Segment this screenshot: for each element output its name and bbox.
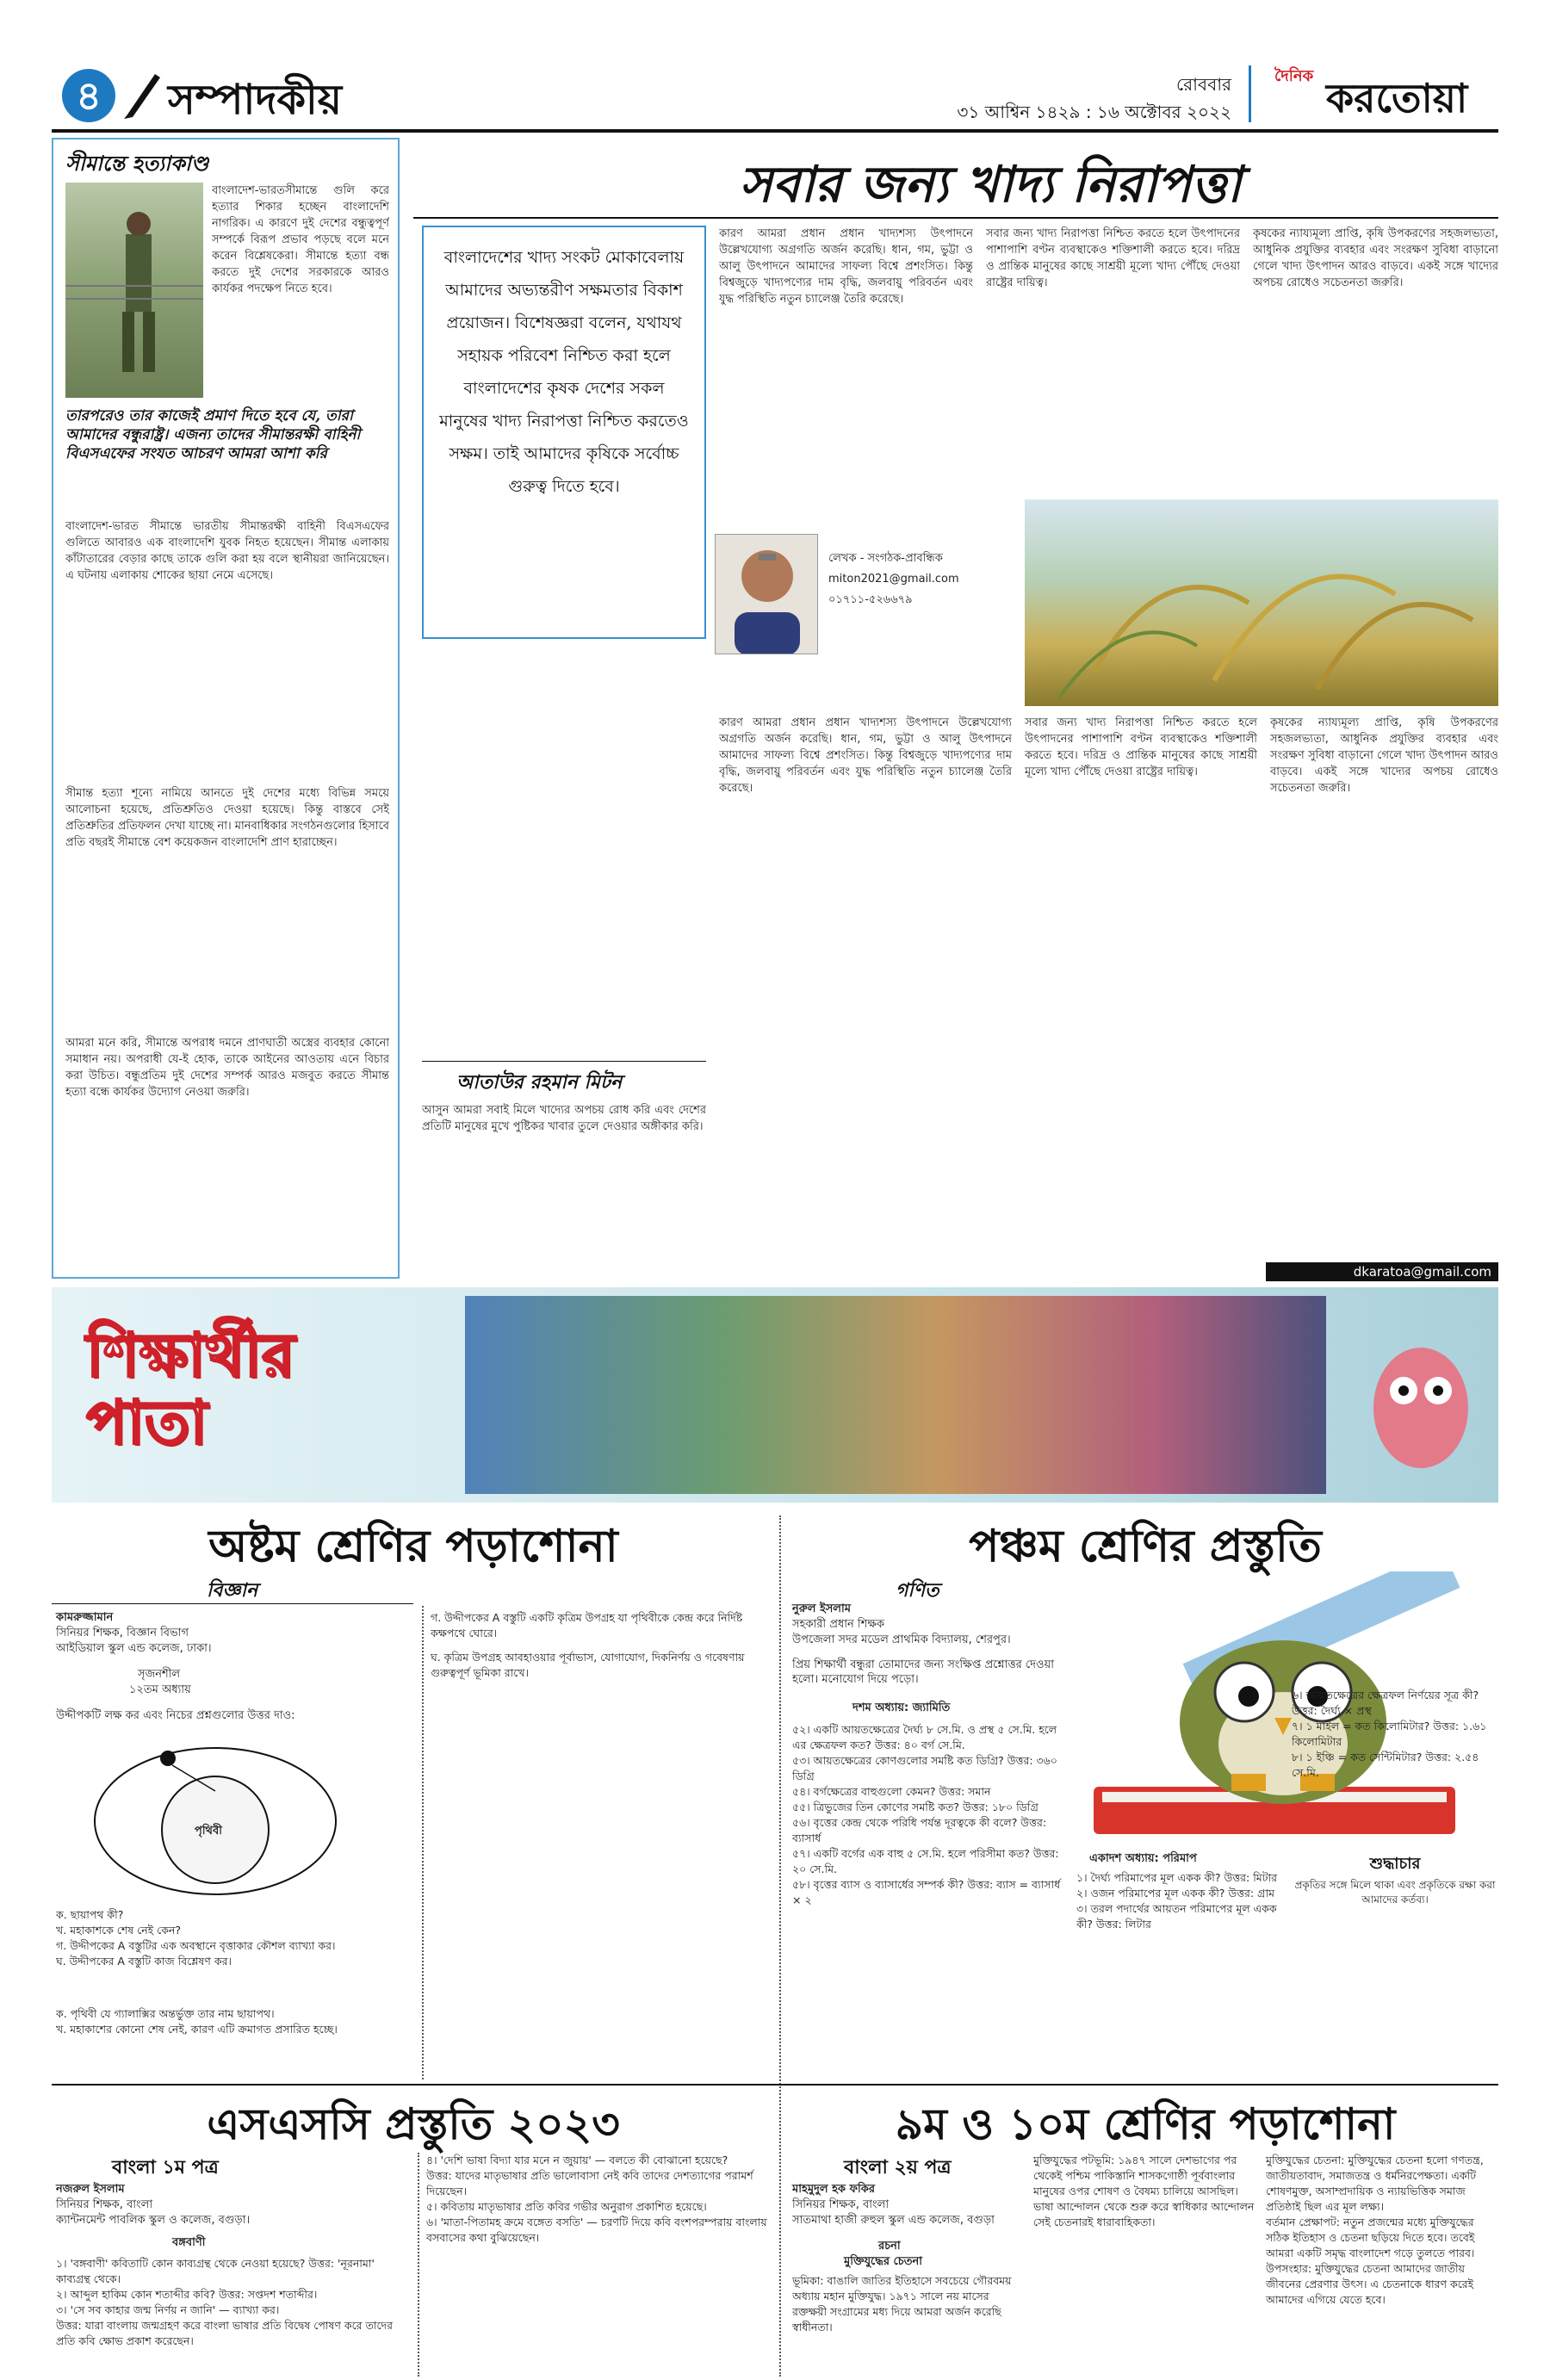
class9-title: ৯ম ও ১০ম শ্রেণির পড়াশোনা <box>895 2098 1396 2149</box>
class5-item: ৫৭। একটি বর্গের এক বাহু ৫ সে.মি. হলে পরিসীমা কত? উত্তর: ২০ সে.মি. <box>792 1847 1059 1875</box>
class8-question: ঘ. উদ্দীপকের A বস্তুটি কাজ বিশ্লেষণ কর। <box>56 1955 232 1968</box>
class9-subject: বাংলা ২য় পত্র <box>844 2156 952 2179</box>
class8-question: খ. মহাকাশকে শেষ নেই কেন? <box>56 1924 182 1937</box>
column-divider <box>418 2153 419 2377</box>
editorial-body-1: বাংলাদেশ-ভারত সীমান্তে ভারতীয় সীমান্তরক্ষী বাহিনী বিএসএফের গুলিতে আবারও এক বাংলাদেশি যুবক নিহত হয়েছেন। সীমান্ত এলাকায় কাঁটাতারের বেড়ার কাছে তাকে গুলি করা হয় বলে স্থানীয়রা জানিয়েছেন। এ ঘটনায় এলাকায় শোকের ছায়া নেমে এসেছে। <box>65 520 389 582</box>
class8-teacher-title: সিনিয়র শিক্ষক, বিজ্ঞান বিভাগ <box>56 1627 189 1639</box>
class5-unit: ৮। ১ ইঞ্চি = কত সেন্টিমিটার? উত্তর: ২.৫৪ সে.মি. <box>1292 1751 1479 1779</box>
student-banner <box>52 1287 1498 1503</box>
ssc-teacher-title: সিনিয়র শিক্ষক, বাংলা <box>56 2198 153 2211</box>
class5-item: ৫৮। বৃত্তের ব্যাস ও ব্যাসার্ধের সম্পর্ক কী? উত্তর: ব্যাস = ব্যাসার্ধ × ২ <box>792 1878 1061 1906</box>
date-line: ৩১ আশ্বিন ১৪২৯ : ১৬ অক্টোবর ২০২২ <box>957 102 1231 122</box>
feature-title-rule <box>413 217 1498 219</box>
feature-byline-rule <box>422 1061 706 1062</box>
ssc-title: এসএসসি প্রস্তুতি ২০২৩ <box>207 2098 620 2149</box>
page-header <box>52 60 1498 129</box>
class5-item: ৫৬। বৃত্তের কেন্দ্র থেকে পরিধি পর্যন্ত দূরত্বকে কী বলে? উত্তর: ব্যাসার্ধ <box>792 1816 1047 1844</box>
class8-questions <box>56 1907 418 2002</box>
class9-paragraph: বর্তমান প্রেক্ষাপট: নতুন প্রজন্মের মধ্যে মুক্তিযুদ্ধের সঠিক ইতিহাস ও চেতনা ছড়িয়ে দিতে হবে। তবেই আমরা একটি সমৃদ্ধ বাংলাদেশ গড়ে তুলতে পারব। <box>1266 2216 1475 2259</box>
class5-unit: ৬। আয়তক্ষেত্রের ক্ষেত্রফল নির্ণয়ের সূত্র কী? উত্তর: দৈর্ঘ্য × প্রস্থ <box>1292 1689 1479 1717</box>
class9-school: সাতমাথা হাজী রুহুল স্কুল এন্ড কলেজ, বগুড়া <box>792 2214 995 2227</box>
editorial-body-3: আমরা মনে করি, সীমান্তে অপরাধ দমনে প্রাণঘাতী অস্ত্রের ব্যবহার কোনো সমাধান নয়। অপরাধী যে-ই হোক, তাকে আইনের আওতায় এনে বিচার করা উচিত। বন্ধুপ্রতিম দুই দেশের সম্পর্ক আরও মজবুত করতে সীমান্ত হত্যা বন্ধে কার্যকর উদ্যোগ নেওয়া জরুরি। <box>65 1037 389 1099</box>
author-phone: ০১৭১১-৫২৬৬৭৯ <box>828 593 913 606</box>
masthead-divider <box>1249 65 1251 122</box>
feature-col-3: সবার জন্য খাদ্য নিরাপত্তা নিশ্চিত করতে হলে উৎপাদনের পাশাপাশি বণ্টন ব্যবস্থাকেও শক্তিশালী করতে হবে। দরিদ্র ও প্রান্তিক মানুষের কাছে সাশ্রয়ী মূল্যে খাদ্য পৌঁছে দেওয়া রাষ্ট্রের দায়িত্ব। <box>986 227 1240 289</box>
class5-item: ৫৩। আয়তক্ষেত্রের কোণগুলোর সমষ্টি কত ডিগ্রি? উত্তর: ৩৬০ ডিগ্রি <box>792 1754 1057 1782</box>
feature-body-lower-1: কারণ আমরা প্রধান প্রধান খাদ্যশস্য উৎপাদনে উল্লেখযোগ্য অগ্রগতি অর্জন করেছি। ধান, গম, ভুট্টা ও আলু উৎপাদনে আমাদের সাফল্য বিশ্বে প্রশংসিত। কিন্তু বিশ্বজুড়ে খাদ্যপণ্যের দাম বৃদ্ধি, জলবায়ু পরিবর্তন এবং যুদ্ধ পরিস্থিতি নতুন চ্যালেঞ্জ তৈরি করেছে। <box>719 716 1012 795</box>
shuddhachar-text: প্রকৃতির সঙ্গে মিলে থাকা এবং প্রকৃতিকে রক্ষা করা আমাদের কর্তব্য। <box>1294 1879 1496 1906</box>
class9-paragraph: উপসংহার: মুক্তিযুদ্ধের চেতনা আমাদের জাতীয় জীবনের প্রেরণার উৎস। এ চেতনাকে ধারণ করেই আমাদের এগিয়ে যেতে হবে। <box>1266 2262 1474 2306</box>
feature-body-lower-3: কৃষকের ন্যায্যমূল্য প্রাপ্তি, কৃষি উপকরণের সহজলভ্যতা, আধুনিক প্রযুক্তির ব্যবহার এবং সংরক্ষণ সুবিধা বাড়ানো গেলে খাদ্য উৎপাদন আরও বাড়বে। একই সঙ্গে খাদ্যের অপচয় রোধেও সচেতনতা জরুরি। <box>1270 716 1498 795</box>
class9-col-2: মুক্তিযুদ্ধের পটভূমি: ১৯৪৭ সালে দেশভাগের পর থেকেই পশ্চিম পাকিস্তানি শাসকগোষ্ঠী পূর্ববাংলার মানুষের ওপর শোষণ ও বৈষম্য চালিয়ে আসছিল। ভাষা আন্দোলন থেকে শুরু করে স্বাধিকার আন্দোলন সেই চেতনারই ধারাবাহিকতা। <box>1033 2154 1255 2228</box>
section-name: সম্পাদকীয় <box>168 76 343 124</box>
class5-items <box>792 1722 1068 1937</box>
pen-icon <box>121 67 164 119</box>
class5-unit: ৩। তরল পদার্থের আয়তন পরিমাপের মূল একক কী? উত্তর: লিটার <box>1076 1902 1277 1931</box>
editorial-lead: বাংলাদেশ-ভারতসীমান্তে গুলি করে হত্যার শিকার হচ্ছেন বাংলাদেশি নাগরিক। এ কারণে দুই দেশের বন্ধুত্বপূর্ণ সম্পর্কে বিরূপ প্রভাব পড়ছে বলে মনে করেন বিশ্লেষকেরা। সীমান্তে হত্যা বন্ধ করতে দুই দেশের সরকারকে আরও কার্যকর পদক্ষেপ নিতে হবে। <box>212 184 389 295</box>
class8-stem: উদ্দীপকটি লক্ষ কর এবং নিচের প্রশ্নগুলোর উত্তর দাও: <box>56 1709 295 1722</box>
class5-units-left <box>1076 1870 1283 2025</box>
ssc-line: ৪। 'দেশি ভাষা বিদ্যা যার মনে ন জুয়ায়' — বলতে কী বোঝানো হয়েছে? <box>426 2154 728 2166</box>
orbit-diagram <box>86 1739 344 1903</box>
class5-intro: প্রিয় শিক্ষার্থী বন্ধুরা তোমাদের জন্য সংক্ষিপ্ত প্রশ্নোত্তর দেওয়া হলো। মনোযোগ দিয়ে পড়ো। <box>792 1658 1055 1686</box>
author-email: miton2021@gmail.com <box>828 573 959 586</box>
class5-unit: ৭। ১ মাইল = কত কিলোমিটার? উত্তর: ১.৬১ কিলোমিটার <box>1292 1720 1487 1748</box>
header-rule <box>52 129 1498 133</box>
class9-teacher-title: সিনিয়র শিক্ষক, বাংলা <box>792 2198 890 2211</box>
class8-subject-rule <box>52 1603 413 1604</box>
editorial-box <box>52 138 400 1279</box>
class8-subject: বিজ্ঞান <box>207 1579 258 1602</box>
editorial-pullquote: তারপরেও তার কাজেই প্রমাণ দিতে হবে যে, তারা আমাদের বন্ধুরাষ্ট্র। এজন্য তাদের সীমান্তরক্ষী বাহিনী বিএসএফের সংযত আচরণ আমরা আশা করি <box>65 407 361 462</box>
shuddhachar-box <box>1292 1851 1498 1912</box>
feature-byline: আতাউর রহমান মিটন <box>456 1071 623 1094</box>
class5-item: ৫৫। ত্রিভুজের তিন কোণের সমষ্টি কত? উত্তর: ১৮০ ডিগ্রি <box>792 1800 1038 1813</box>
editorial-title: সীমান্তে হত্যাকাণ্ড <box>65 151 209 176</box>
class5-chapter: দশম অধ্যায়: জ্যামিতি <box>852 1701 951 1714</box>
ssc-line: ২। আব্দুল হাকিম কোন শতাব্দীর কবি? উত্তর: সপ্তদশ শতাব্দীর। <box>56 2288 318 2301</box>
class9-teacher: মাহমুদুল হক ফকির <box>792 2183 875 2196</box>
class5-unit: ১। দৈর্ঘ্য পরিমাপের মূল একক কী? উত্তর: মিটার <box>1076 1871 1278 1884</box>
ssc-school: ক্যান্টনমেন্ট পাবলিক স্কুল ও কলেজ, বগুড়া। <box>56 2214 251 2227</box>
owl-cartoon-icon <box>1361 1322 1481 1477</box>
class5-units-title: একাদশ অধ্যায়: পরিমাপ <box>1089 1852 1197 1865</box>
class8-answer: গ. উদ্দীপকের A বস্তুটি একটি কৃত্রিম উপগ্রহ যা পৃথিবীকে কেন্দ্র করে নির্দিষ্ট কক্ষপথে ঘোরে। <box>431 1611 743 1639</box>
class9-essay-title: মুক্তিযুদ্ধের চেতনা <box>844 2255 923 2268</box>
orbit-diagram-label: পৃথিবী <box>195 1825 222 1838</box>
feature-body-lower-2: সবার জন্য খাদ্য নিরাপত্তা নিশ্চিত করতে হলে উৎপাদনের পাশাপাশি বণ্টন ব্যবস্থাকেও শক্তিশালী করতে হবে। দরিদ্র ও প্রান্তিক মানুষের কাছে সাশ্রয়ী মূল্যে খাদ্য পৌঁছে দেওয়া রাষ্ট্রের দায়িত্ব। <box>1025 716 1257 778</box>
ssc-teacher: নজরুল ইসলাম <box>56 2183 125 2196</box>
class9-col-1: ভূমিকা: বাঙালি জাতির ইতিহাসে সবচেয়ে গৌরবময় অধ্যায় মহান মুক্তিযুদ্ধ। ১৯৭১ সালে নয় মাসের রক্তক্ষয়ী সংগ্রামের মধ্য দিয়ে আমরা অর্জন করেছি স্বাধীনতা। <box>792 2274 1012 2334</box>
class8-answer: ক. পৃথিবী যে গ্যালাক্সির অন্তর্ভুক্ত তার নাম ছায়াপথ। <box>56 2007 275 2020</box>
ssc-line: ৫। কবিতায় মাতৃভাষার প্রতি কবির গভীর অনুরাগ প্রকাশিত হয়েছে। <box>426 2200 707 2213</box>
class9-col-3 <box>1266 2153 1498 2377</box>
class9-paragraph: মুক্তিযুদ্ধের চেতনা: মুক্তিযুদ্ধের চেতনা হলো গণতন্ত্র, জাতীয়তাবাদ, সমাজতন্ত্র ও ধর্মনিরপেক্ষতা। একটি শোষণমুক্ত, অসাম্প্রদায়িক ও ন্যায়ভিত্তিক সমাজ প্রতিষ্ঠাই ছিল এর মূল লক্ষ্য। <box>1266 2154 1484 2213</box>
class8-teacher: কামরুজ্জামান <box>56 1611 114 1624</box>
class8-answers-right <box>431 1610 775 2084</box>
ssc-line: উত্তর: যাদের মাতৃভাষার প্রতি ভালোবাসা নেই কবি তাদের দেশত্যাগের পরামর্শ দিয়েছেন। <box>426 2169 753 2197</box>
rice-photo <box>1025 499 1498 706</box>
author-caption: লেখক - সংগঠক-প্রাবন্ধিক <box>828 552 943 565</box>
column-divider <box>422 1606 424 2079</box>
students-photo <box>465 1296 1326 1494</box>
feature-pullquote-box <box>422 226 706 639</box>
ssc-subject: বাংলা ১ম পত্র <box>112 2156 219 2179</box>
lower-rule <box>52 2084 1498 2086</box>
ssc-lines-left <box>56 2256 409 2377</box>
masthead: করতোয়া <box>1326 75 1468 121</box>
class5-item: ৫৪। বর্গক্ষেত্রের বাহুগুলো কেমন? উত্তর: সমান <box>792 1785 991 1798</box>
author-photo <box>715 534 818 654</box>
class5-title: পঞ্চম শ্রেণির প্রস্তুতি <box>969 1520 1322 1572</box>
feature-col-4: কৃষকের ন্যায্যমূল্য প্রাপ্তি, কৃষি উপকরণের সহজলভ্যতা, আধুনিক প্রযুক্তির ব্যবহার এবং সংরক্ষণ সুবিধা বাড়ানো গেলে খাদ্য উৎপাদন আরও বাড়বে। একই সঙ্গে খাদ্যের অপচয় রোধেও সচেতনতা জরুরি। <box>1253 227 1498 289</box>
ssc-line: ৬। 'মাতা-পিতামহ ক্রমে বঙ্গেত বসতি' — চরণটি দিয়ে কবি বংশপরম্পরায় বাংলায় বসবাসের কথা বুঝিয়েছেন। <box>426 2216 767 2244</box>
class5-subject: গণিত <box>896 1579 939 1602</box>
class8-chapter-no: ১২তম অধ্যায় <box>129 1683 191 1696</box>
student-banner-title: শিক্ষার্থীর পাতা <box>86 1319 295 1458</box>
ssc-line: উত্তর: যারা বাংলায় জন্মগ্রহণ করে বাংলা ভাষার প্রতি বিদ্বেষ পোষণ করে তাদের প্রতি কবি ক্ষোভ প্রকাশ করেছেন। <box>56 2319 393 2347</box>
class5-teacher-title: সহকারী প্রধান শিক্ষক <box>792 1618 884 1631</box>
class8-question: গ. উদ্দীপকের A বস্তুটির এক অবস্থানে বৃত্তাকার কৌশল ব্যাখ্যা কর। <box>56 1939 336 1952</box>
class5-unit: ২। ওজন পরিমাপের মূল একক কী? উত্তর: গ্রাম <box>1076 1887 1275 1900</box>
class8-answer: খ. মহাকাশের কোনো শেষ নেই, কারণ এটি ক্রমাগত প্রসারিত হচ্ছে। <box>56 2023 338 2036</box>
editorial-body-2: সীমান্ত হত্যা শূন্যে নামিয়ে আনতে দুই দেশের মধ্যে বিভিন্ন সময়ে আলোচনা হয়েছে, প্রতিশ্রুতিও দেওয়া হয়েছে। কিন্তু বাস্তবে সেই প্রতিশ্রুতির প্রতিফলন দেখা যাচ্ছে না। মানবাধিকার সংগঠনগুলোর হিসাবে প্রতি বছরই সীমান্তে বেশ কয়েকজন বাংলাদেশি প্রাণ হারাচ্ছেন। <box>65 787 389 849</box>
ssc-line: ১। 'বঙ্গবাণী' কবিতাটি কোন কাব্যগ্রন্থ থেকে নেওয়া হয়েছে? উত্তর: 'নূরনামা' কাব্যগ্রন্থ থেকে। <box>56 2257 375 2285</box>
email-footer-bar: dkaratoa@gmail.com <box>1266 1262 1498 1281</box>
class5-units-right <box>1292 1688 1498 1843</box>
class5-teacher: নুরুল ইসলাম <box>792 1602 851 1615</box>
feature-col-2: কারণ আমরা প্রধান প্রধান খাদ্যশস্য উৎপাদনে উল্লেখযোগ্য অগ্রগতি অর্জন করেছি। ধান, গম, ভুট্টা ও আলু উৎপাদনে আমাদের সাফল্য বিশ্বে প্রশংসিত। কিন্তু বিশ্বজুড়ে খাদ্যপণ্যের দাম বৃদ্ধি, জলবায়ু পরিবর্তন এবং যুদ্ধ পরিস্থিতি নতুন চ্যালেঞ্জ তৈরি করেছে। <box>719 227 973 306</box>
page-number-badge: ৪ <box>62 69 115 122</box>
class8-title: অষ্টম শ্রেণির পড়াশোনা <box>208 1520 618 1572</box>
class9-essay-label: রচনা <box>878 2240 901 2253</box>
feature-body-left: আসুন আমরা সবাই মিলে খাদ্যের অপচয় রোধ করি এবং দেশের প্রতিটি মানুষের মুখে পুষ্টিকর খাবার তুলে দেওয়ার অঙ্গীকার করি। <box>422 1104 706 1133</box>
class8-answer: ঘ. কৃত্রিম উপগ্রহ আবহাওয়ার পূর্বাভাস, যোগাযোগ, দিকনির্ণয় ও গবেষণায় গুরুত্বপূর্ণ ভূমিকা রাখে। <box>431 1651 745 1679</box>
class5-school: উপজেলা সদর মডেল প্রাথমিক বিদ্যালয়, শেরপুর। <box>792 1633 1011 1646</box>
class8-question: ক. ছায়াপথ কী? <box>56 1908 124 1921</box>
class5-item: ৫২। একটি আয়তক্ষেত্রের দৈর্ঘ্য ৮ সে.মি. ও প্রস্থ ৫ সে.মি. হলে এর ক্ষেত্রফল কত? উত্তর: ৪০ বর্গ সে.মি. <box>792 1723 1057 1751</box>
class8-school: আইডিয়াল স্কুল এন্ড কলেজ, ঢাকা। <box>56 1642 212 1655</box>
shuddhachar-title: শুদ্ধাচার <box>1369 1855 1421 1873</box>
masthead-small: দৈনিক <box>1274 67 1314 85</box>
border-photo <box>65 183 203 398</box>
center-divider <box>779 1515 781 2377</box>
feature-pullquote: বাংলাদেশের খাদ্য সংকট মোকাবেলায় আমাদের অভ্যন্তরীণ সক্ষমতার বিকাশ প্রয়োজন। বিশেষজ্ঞরা বলেন, যথাযথ সহায়ক পরিবেশ নিশ্চিত করা হলে বাংলাদেশের কৃষক দেশের সকল মানুষের খাদ্য নিরাপত্তা নিশ্চিত করতেও সক্ষম। তাই আমাদের কৃষিকে সর্বোচ্চ গুরুত্ব দিতে হবে। <box>439 248 689 496</box>
ssc-lines-right <box>426 2153 771 2377</box>
feature-title: সবার জন্য খাদ্য নিরাপত্তা <box>739 155 1242 214</box>
ssc-line: ৩। 'সে সব কাহার জন্ম নির্ণয় ন জানি' — ব্যাখ্যা কর। <box>56 2303 280 2316</box>
class8-answers-left <box>56 2006 418 2084</box>
ssc-topic: বঙ্গবাণী <box>172 2236 206 2249</box>
class8-chapter: সৃজনশীল <box>138 1668 181 1681</box>
weekday: রোববার <box>1176 74 1231 95</box>
